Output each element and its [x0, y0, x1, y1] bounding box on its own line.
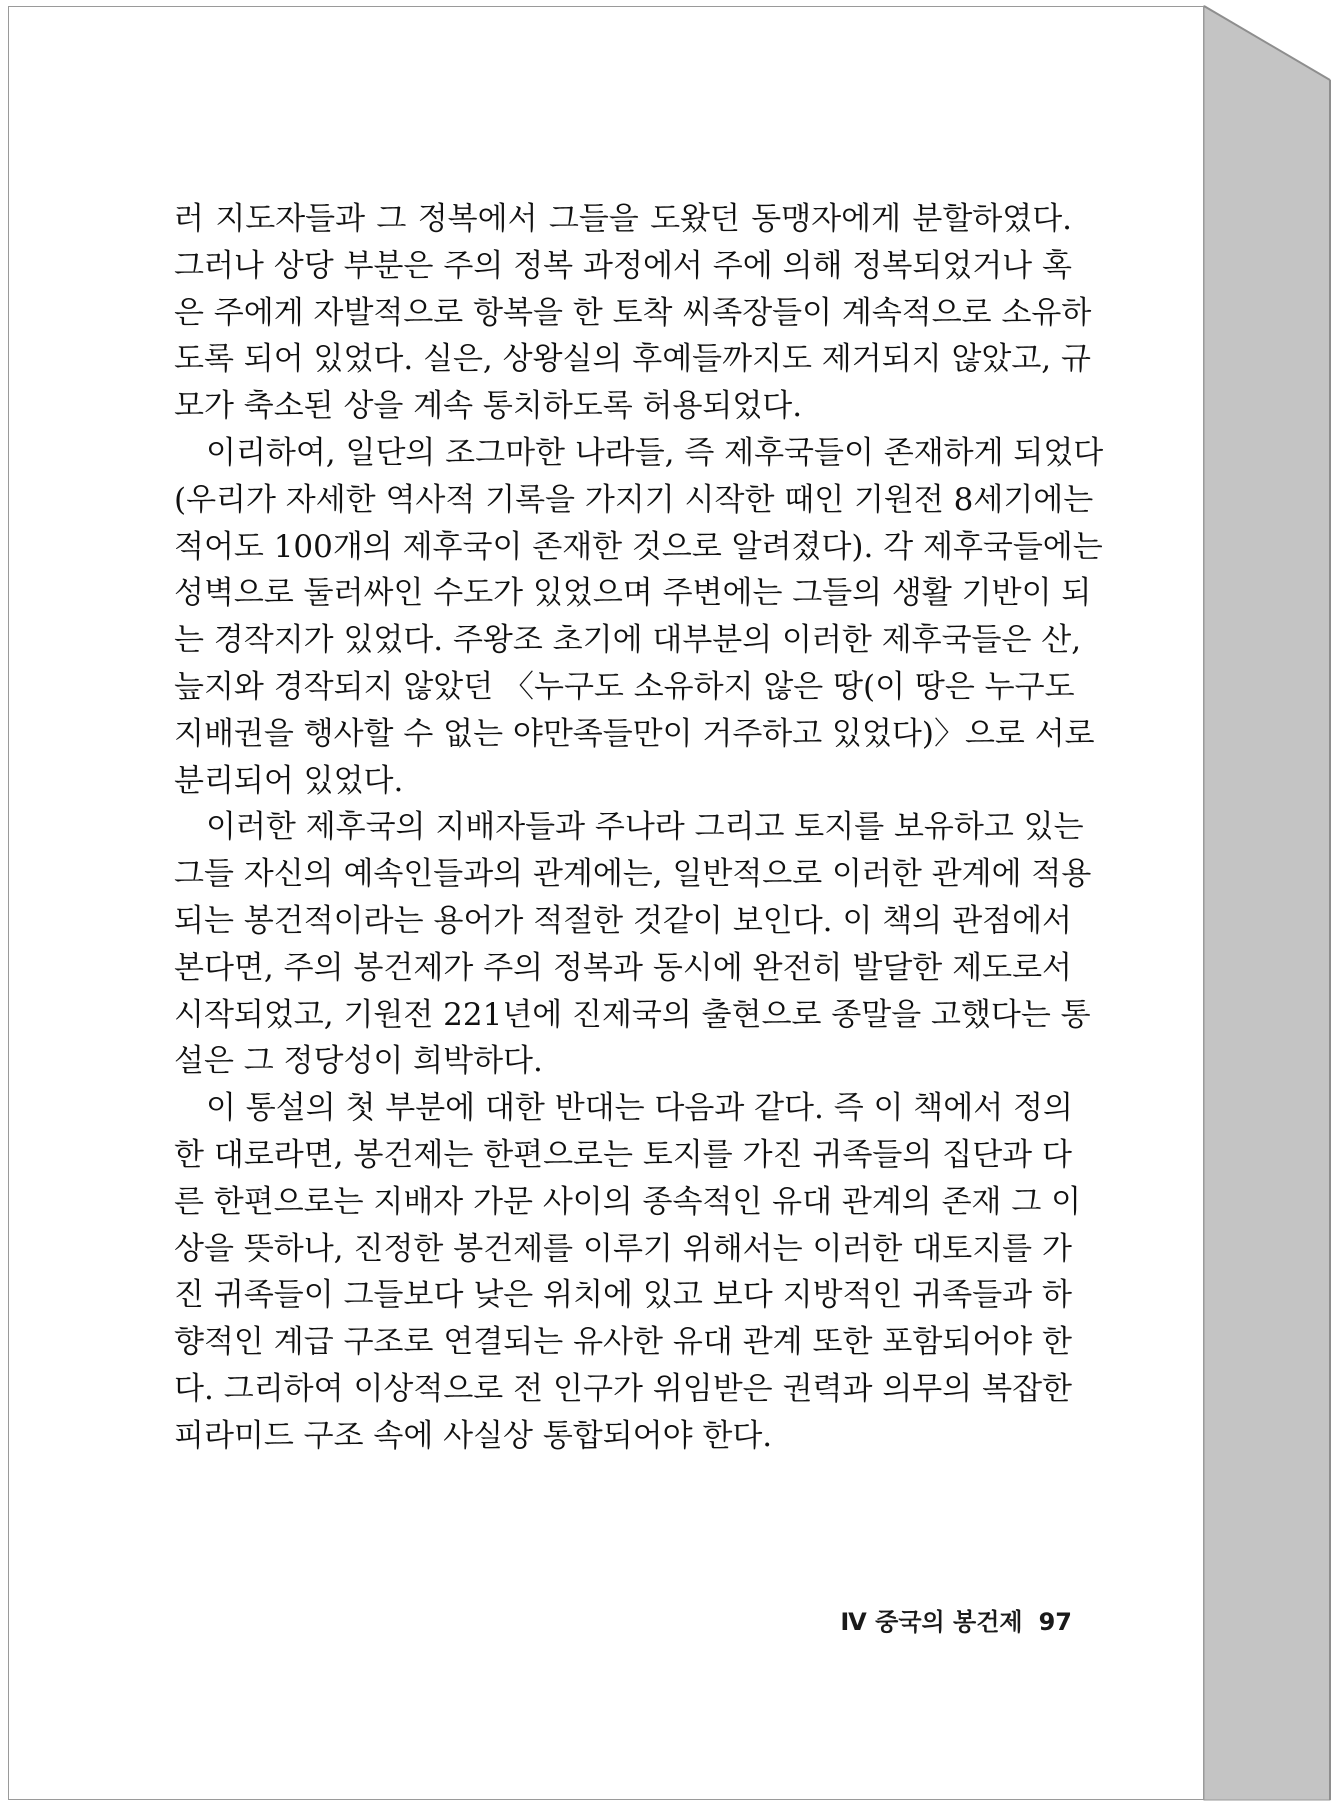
text-line: 분리되어 있었다. — [174, 762, 404, 799]
text-line: 본다면, 주의 봉건제가 주의 정복과 동시에 완전히 발달한 제도로서 — [174, 949, 1072, 986]
text-line: 진 귀족들이 그들보다 낮은 위치에 있고 보다 지방적인 귀족들과 하 — [174, 1277, 1072, 1314]
text-line: (우리가 자세한 역사적 기록을 가지기 시작한 때인 기원전 8세기에는 — [174, 481, 1094, 518]
chapter-title: Ⅳ 중국의 봉건제 — [840, 1608, 1023, 1636]
text-line: 그들 자신의 예속인들과의 관계에는, 일반적으로 이러한 관계에 적용 — [174, 856, 1092, 893]
page-body-text — [174, 196, 1104, 1460]
text-line: 한 대로라면, 봉건제는 한편으로는 토지를 가진 귀족들의 집단과 다 — [174, 1136, 1072, 1173]
text-line: 은 주에게 자발적으로 항복을 한 토착 씨족장들이 계속적으로 소유하 — [174, 294, 1092, 331]
text-line: 이 통설의 첫 부분에 대한 반대는 다음과 같다. 즉 이 책에서 정의 — [206, 1090, 1073, 1127]
text-line: 시작되었고, 기원전 221년에 진제국의 출현으로 종말을 고했다는 통 — [174, 996, 1091, 1033]
paragraph — [174, 804, 1092, 1085]
text-line: 향적인 계급 구조로 연결되는 유사한 유대 관계 또한 포함되어야 한 — [174, 1324, 1072, 1361]
text-line: 지배권을 행사할 수 없는 야만족들만이 거주하고 있었다)〉으로 서로 — [174, 715, 1095, 752]
paragraph — [174, 196, 1092, 430]
text-line: 모가 축소된 상을 계속 통치하도록 허용되었다. — [174, 388, 803, 425]
text-line: 그러나 상당 부분은 주의 정복 과정에서 주에 의해 정복되었거나 혹 — [174, 247, 1072, 284]
text-line: 늪지와 경작되지 않았던 〈누구도 소유하지 않은 땅(이 땅은 누구도 — [174, 668, 1075, 705]
text-line: 되는 봉건적이라는 용어가 적절한 것같이 보인다. 이 책의 관점에서 — [174, 902, 1072, 939]
text-line: 도록 되어 있었다. 실은, 상왕실의 후예들까지도 제거되지 않았고, 규 — [174, 341, 1091, 378]
text-line: 피라미드 구조 속에 사실상 통합되어야 한다. — [174, 1417, 773, 1454]
page-footer — [840, 1602, 1072, 1637]
text-line: 설은 그 정당성이 희박하다. — [174, 1043, 543, 1080]
page-number: 97 — [1038, 1608, 1072, 1636]
text-line: 이러한 제후국의 지배자들과 주나라 그리고 토지를 보유하고 있는 — [206, 809, 1084, 846]
text-line: 러 지도자들과 그 정복에서 그들을 도왔던 동맹자에게 분할하였다. — [174, 201, 1072, 237]
text-line: 다. 그리하여 이상적으로 전 인구가 위임받은 권력과 의무의 복잡한 — [174, 1370, 1072, 1407]
paragraph — [174, 1085, 1082, 1459]
text-line: 는 경작지가 있었다. 주왕조 초기에 대부분의 이러한 제후국들은 산, — [174, 622, 1082, 659]
text-line: 른 한편으로는 지배자 가문 사이의 종속적인 유대 관계의 존재 그 이 — [174, 1183, 1082, 1220]
text-line: 이리하여, 일단의 조그마한 나라들, 즉 제후국들이 존재하게 되었다 — [206, 434, 1104, 471]
text-line: 적어도 100개의 제후국이 존재한 것으로 알려졌다). 각 제후국들에는 — [174, 528, 1103, 565]
paragraph — [174, 430, 1104, 804]
text-line: 상을 뜻하나, 진정한 봉건제를 이루기 위해서는 이러한 대토지를 가 — [174, 1230, 1072, 1267]
text-line: 성벽으로 둘러싸인 수도가 있었으며 주변에는 그들의 생활 기반이 되 — [174, 575, 1092, 612]
